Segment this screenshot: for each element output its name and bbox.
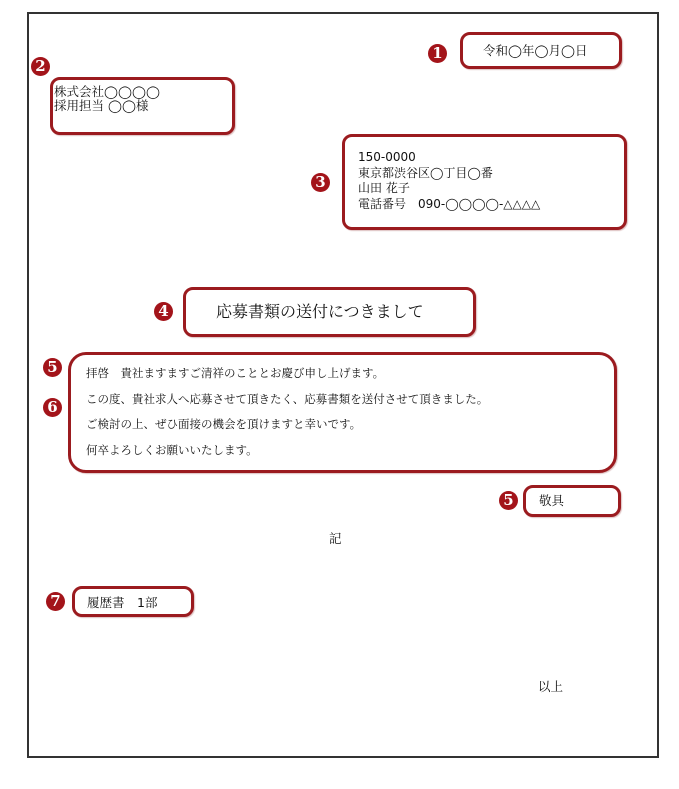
body-line-purpose: この度、貴社求人へ応募させて頂きたく、応募書類を送付させて頂きました。 <box>86 391 489 406</box>
subject-box <box>183 287 476 337</box>
badge-6-icon: 6 <box>43 398 62 417</box>
badge-2-icon: 2 <box>31 57 50 76</box>
body-box <box>68 352 617 473</box>
sender-name: 山田 花子 <box>358 181 410 195</box>
sender-postal-code: 150-0000 <box>358 150 416 164</box>
body-line-request: ご検討の上、ぜひ面接の機会を頂けますと幸いです。 <box>86 417 362 431</box>
badge-5-closing-icon: 5 <box>499 491 518 510</box>
sender-text <box>358 150 540 212</box>
recipient-person: 採用担当 ◯◯様 <box>54 98 149 113</box>
sender-phone: 電話番号 090-◯◯◯◯-△△△△ <box>358 196 541 211</box>
body-line-greeting: 拝啓 貴社ますますご清祥のこととお慶び申し上げます。 <box>86 366 385 380</box>
enclosure-text: 履歴書 1部 <box>87 595 158 610</box>
ijou-label: 以上 <box>538 679 564 694</box>
date-text: 令和◯年◯月◯日 <box>483 43 588 58</box>
recipient-box <box>50 77 235 135</box>
closing-box <box>523 485 621 517</box>
closing-text: 敬具 <box>539 493 565 508</box>
body-line-closing: 何卒よろしくお願いいたします。 <box>86 442 258 457</box>
recipient-company: 株式会社◯◯◯◯ <box>54 84 160 99</box>
sender-box <box>342 134 627 230</box>
date-box <box>460 32 622 69</box>
badge-4-icon: 4 <box>154 302 173 321</box>
body-text <box>86 361 488 463</box>
badge-3-icon: 3 <box>311 173 330 192</box>
badge-7-icon: 7 <box>46 592 65 611</box>
badge-5-icon: 5 <box>43 358 62 377</box>
recipient-text <box>54 85 160 113</box>
enclosure-box <box>72 586 194 617</box>
badge-1-icon: 1 <box>428 44 447 63</box>
sender-address: 東京都渋谷区◯丁目◯番 <box>358 165 493 180</box>
ki-label: 記 <box>329 531 342 546</box>
subject-text: 応募書類の送付につきまして <box>216 302 424 321</box>
